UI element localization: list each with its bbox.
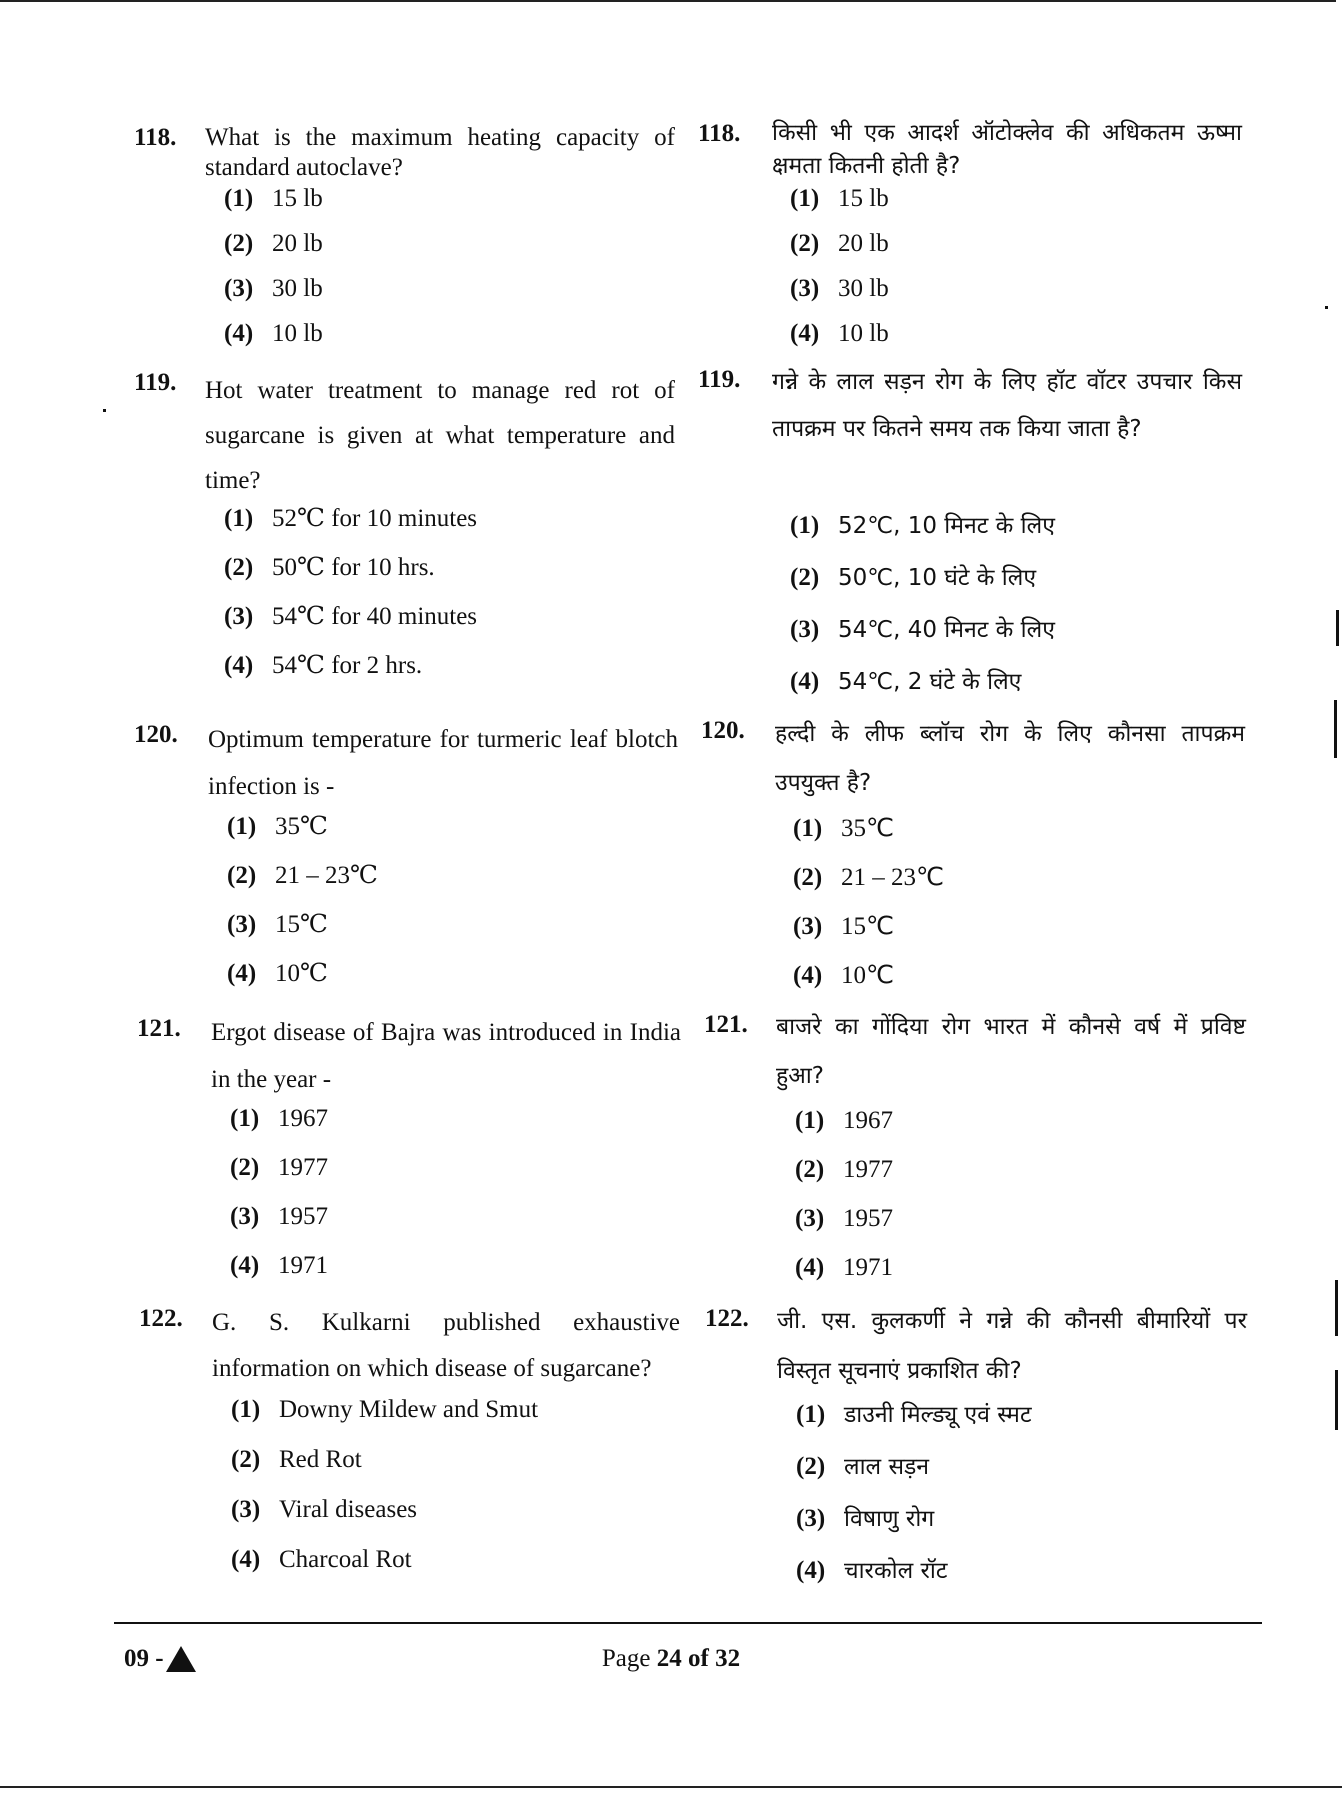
option: [224, 650, 674, 699]
option: [793, 862, 1243, 911]
option-number: (3): [231, 1496, 261, 1523]
bottom-edge-rule: [0, 1786, 1342, 1788]
option-text: 1977: [843, 1156, 893, 1183]
option-number: (1): [796, 1401, 826, 1428]
option-number: (3): [224, 275, 254, 302]
option-text: डाउनी मिल्ड्यू एवं स्मट: [844, 1402, 1032, 1428]
option-number: (4): [227, 960, 257, 987]
question-number-en: 122.: [139, 1305, 183, 1332]
option-number: (1): [795, 1107, 825, 1134]
option: [230, 1154, 680, 1203]
options-hi: [790, 185, 1240, 365]
option-text: 1971: [278, 1252, 328, 1279]
option-text: 1957: [278, 1203, 328, 1230]
option-text: 10 lb: [272, 320, 323, 347]
option-number: (1): [230, 1105, 260, 1132]
option-number: (1): [231, 1396, 261, 1423]
page-number: 24: [656, 1645, 682, 1672]
question-text-hi: किसी भी एक आदर्श ऑटोक्लेव की अधिकतम ऊष्मा क्षमता कितनी होती है?: [772, 120, 1242, 179]
option: [224, 230, 674, 275]
option-number: (1): [793, 815, 823, 842]
option-text: 1967: [278, 1105, 328, 1132]
option: [230, 1203, 680, 1252]
question-text-hi: हल्दी के लीफ ब्लॉच रोग के लिए कौनसा तापक्रम उपयुक्त है?: [775, 721, 1245, 796]
option-number: (2): [790, 564, 820, 591]
paper-code-text: 09 -: [124, 1645, 164, 1672]
question-number-hi: 118.: [698, 120, 741, 147]
option: [790, 230, 1240, 275]
option-number: (3): [795, 1205, 825, 1232]
option: [790, 560, 1240, 612]
option: [790, 275, 1240, 320]
option: [796, 1449, 1246, 1501]
footer-rule: [114, 1622, 1262, 1624]
option-text: 20 lb: [838, 230, 889, 257]
option-text: 54℃ for 40 minutes: [272, 603, 478, 630]
option-number: (2): [795, 1156, 825, 1183]
option-text: 10℃: [275, 960, 328, 987]
option-number: (1): [790, 185, 820, 212]
question-number-en: 120.: [134, 721, 178, 748]
option: [227, 958, 677, 1007]
option: [793, 960, 1243, 1009]
scan-mark: [1325, 306, 1328, 309]
option-number: (2): [224, 554, 254, 581]
scan-mark: [1335, 1280, 1338, 1336]
question-text-hi: बाजरे का गोंदिया रोग भारत में कौनसे वर्ष में प्रविष्ट हुआ?: [776, 1014, 1246, 1089]
option-text: 35℃: [841, 815, 895, 842]
option-number: (3): [227, 911, 257, 938]
option: [796, 1553, 1246, 1605]
option-number: (3): [230, 1203, 260, 1230]
option-number: (4): [790, 668, 820, 695]
option-number: (1): [224, 185, 254, 212]
option-text: 50℃ for 10 hrs.: [272, 554, 435, 581]
option: [790, 508, 1240, 560]
options-hi: [790, 508, 1240, 716]
option-number: (3): [224, 603, 254, 630]
option-number: (4): [231, 1546, 261, 1573]
options-en: [231, 1396, 681, 1596]
options-en: [230, 1105, 680, 1301]
option-number: (1): [227, 813, 257, 840]
options-en: [227, 811, 677, 1007]
page-indicator: [0, 1644, 1342, 1674]
option: [231, 1396, 681, 1446]
question-number-hi: 119.: [698, 366, 741, 393]
options-hi: [795, 1107, 1245, 1303]
option: [231, 1446, 681, 1496]
option: [227, 811, 677, 860]
option: [796, 1501, 1246, 1553]
question-number-en: 121.: [137, 1015, 181, 1042]
option: [224, 552, 674, 601]
option-number: (4): [796, 1557, 826, 1584]
option-number: (4): [230, 1252, 260, 1279]
options-en: [224, 185, 674, 365]
question-number-en: 118.: [134, 124, 177, 151]
scan-mark: [103, 409, 106, 412]
option: [793, 813, 1243, 862]
option: [790, 612, 1240, 664]
option-number: (2): [790, 230, 820, 257]
question-text-en: Hot water treatment to manage red rot of sugarcane is given at what temperature and time?: [205, 377, 675, 494]
option-number: (4): [224, 320, 254, 347]
option-text: विषाणु रोग: [844, 1506, 935, 1532]
option-number: (2): [230, 1154, 260, 1181]
option-text: 1971: [843, 1254, 893, 1281]
option: [227, 909, 677, 958]
option-number: (4): [793, 962, 823, 989]
option-text: 50℃, 10 घंटे के लिए: [838, 565, 1037, 591]
option-number: (2): [796, 1453, 826, 1480]
page-of: of: [688, 1645, 709, 1672]
option-text: 52℃, 10 मिनट के लिए: [838, 513, 1055, 539]
option-text: 52℃ for 10 minutes: [272, 505, 478, 532]
option: [227, 860, 677, 909]
option: [224, 601, 674, 650]
option: [790, 185, 1240, 230]
option-number: (3): [790, 275, 820, 302]
option-text: 10℃: [841, 962, 895, 989]
options-en: [224, 503, 674, 699]
option: [796, 1397, 1246, 1449]
option: [230, 1105, 680, 1154]
option-text: 21 – 23℃: [275, 862, 378, 889]
question-number-hi: 122.: [705, 1305, 749, 1332]
option-number: (4): [224, 652, 254, 679]
question-number-hi: 121.: [704, 1011, 748, 1038]
option-text: 15℃: [841, 913, 895, 940]
options-hi: [796, 1397, 1246, 1605]
option-text: 15 lb: [272, 185, 323, 212]
option-text: 1967: [843, 1107, 893, 1134]
option-number: (4): [795, 1254, 825, 1281]
option: [790, 664, 1240, 716]
option: [795, 1107, 1245, 1156]
option-number: (3): [796, 1505, 826, 1532]
option: [231, 1546, 681, 1596]
option-text: 20 lb: [272, 230, 323, 257]
option: [224, 503, 674, 552]
option-text: 15℃: [275, 911, 328, 938]
option-number: (2): [227, 862, 257, 889]
question-text-hi: गन्ने के लाल सड़न रोग के लिए हॉट वॉटर उपचार किस तापक्रम पर कितने समय तक किया जाता है?: [772, 369, 1242, 442]
option-text: 10 lb: [838, 320, 889, 347]
option: [224, 185, 674, 230]
option: [224, 320, 674, 365]
page-prefix: Page: [601, 1645, 651, 1672]
option-text: Charcoal Rot: [279, 1546, 412, 1573]
page-total: 32: [715, 1645, 741, 1672]
option-number: (4): [790, 320, 820, 347]
option-text: लाल सड़न: [844, 1454, 930, 1480]
scan-mark: [1334, 700, 1337, 758]
question-text-en: What is the maximum heating capacity of standard autoclave?: [205, 124, 675, 181]
question-text-en: G. S. Kulkarni published exhaustive information on which disease of sugarcane?: [212, 1309, 680, 1382]
option-number: (2): [793, 864, 823, 891]
option: [795, 1205, 1245, 1254]
question-number-en: 119.: [134, 369, 177, 396]
option-text: 54℃ for 2 hrs.: [272, 652, 423, 679]
option: [230, 1252, 680, 1301]
option-text: 35℃: [275, 813, 328, 840]
option-number: (1): [224, 505, 254, 532]
scan-mark: [1335, 1370, 1338, 1430]
option-text: 21 – 23℃: [841, 864, 945, 891]
option: [231, 1496, 681, 1546]
option: [795, 1156, 1245, 1205]
option-text: 54℃, 2 घंटे के लिए: [838, 669, 1022, 695]
option-number: (3): [793, 913, 823, 940]
option-text: 1977: [278, 1154, 328, 1181]
question-text-en: Optimum temperature for turmeric leaf blotch infection is -: [208, 726, 678, 800]
options-hi: [793, 813, 1243, 1009]
option-number: (3): [790, 616, 820, 643]
option-text: Downy Mildew and Smut: [279, 1396, 539, 1423]
option-text: 30 lb: [272, 275, 323, 302]
option-text: 54℃, 40 मिनट के लिए: [838, 617, 1055, 643]
scan-mark: [1336, 610, 1339, 646]
option: [793, 911, 1243, 960]
option-number: (1): [790, 512, 820, 539]
option-number: (2): [224, 230, 254, 257]
question-text-en: Ergot disease of Bajra was introduced in India in the year -: [211, 1019, 681, 1093]
question-text-hi: जी. एस. कुलकर्णी ने गन्ने की कौनसी बीमारियों पर विस्तृत सूचनाएं प्रकाशित की?: [777, 1308, 1247, 1384]
question-number-hi: 120.: [701, 717, 745, 744]
option-text: 30 lb: [838, 275, 889, 302]
option-text: Red Rot: [279, 1446, 362, 1473]
option-text: 1957: [843, 1205, 893, 1232]
option: [224, 275, 674, 320]
option-number: (2): [231, 1446, 261, 1473]
option-text: 15 lb: [838, 185, 889, 212]
option-text: चारकोल रॉट: [844, 1558, 948, 1584]
option-text: Viral diseases: [279, 1496, 418, 1523]
